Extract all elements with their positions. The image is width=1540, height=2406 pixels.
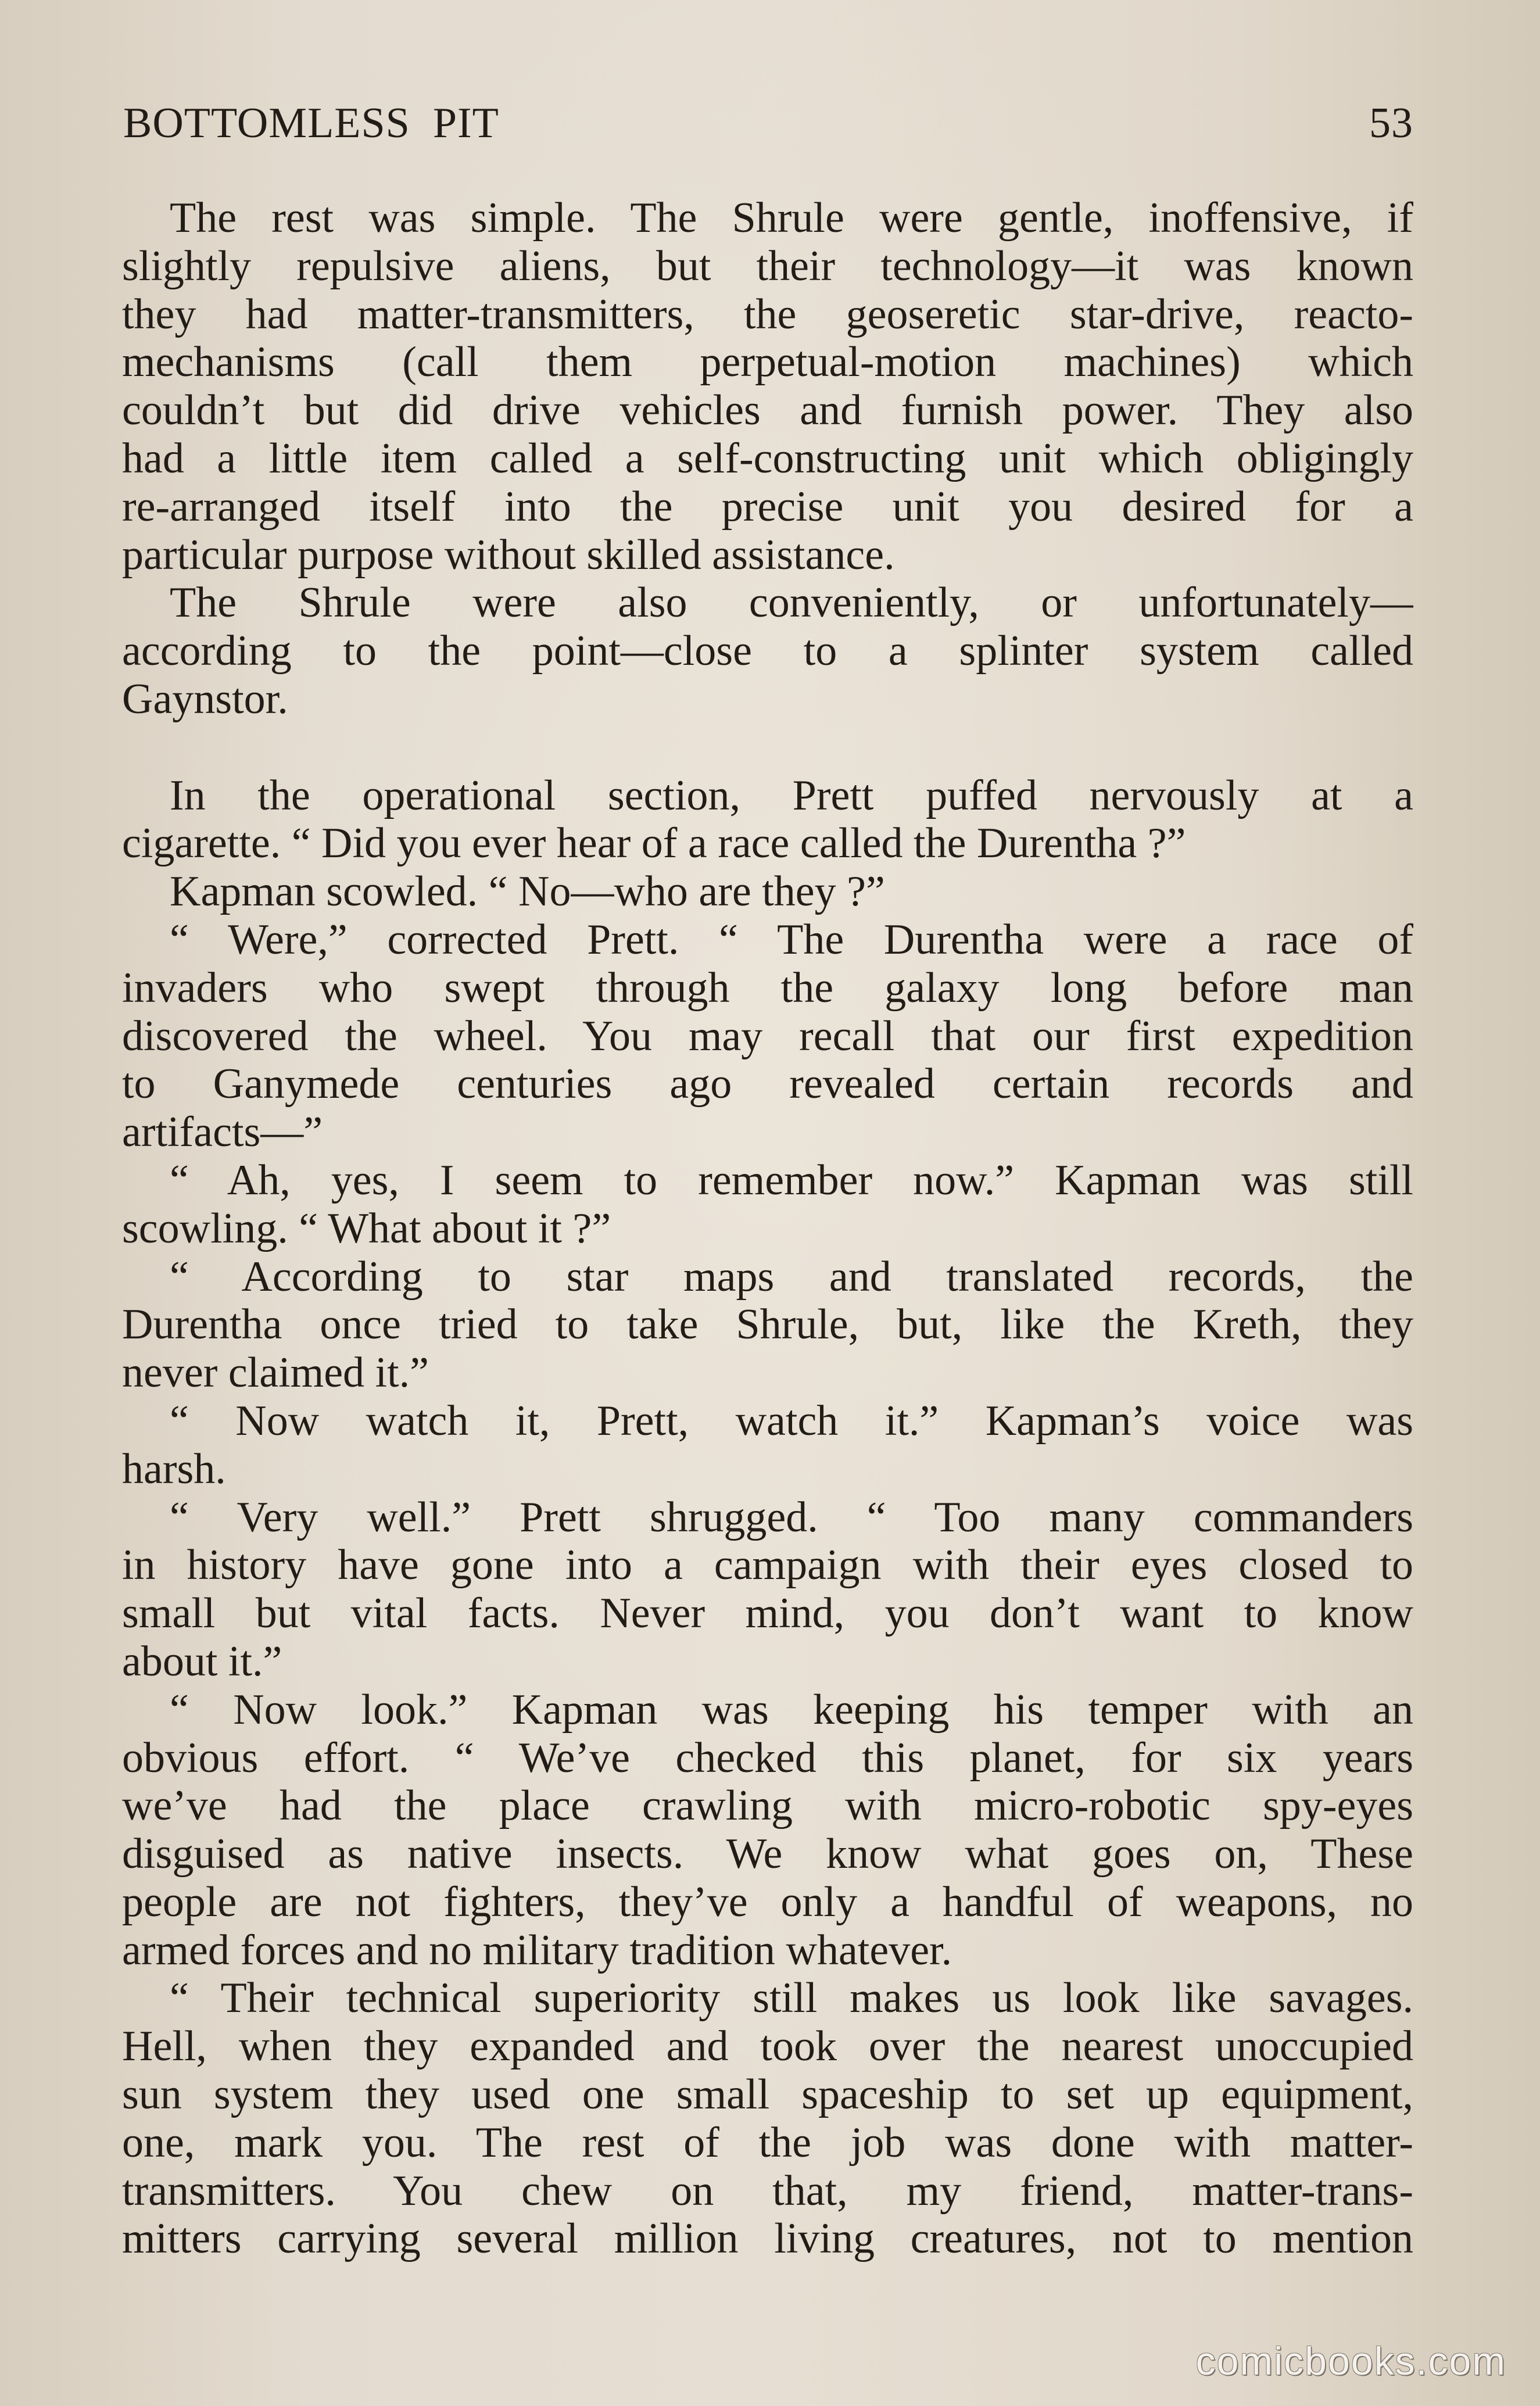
text-line: according to the point—close to a splinter system called bbox=[122, 627, 1413, 675]
text-line: armed forces and no military tradition whatever. bbox=[122, 1926, 952, 1974]
text-line: never claimed it.” bbox=[122, 1349, 429, 1397]
text-line: Kapman scowled. “ No—who are they ?” bbox=[170, 868, 885, 916]
text-line: “ Very well.” Prett shrugged. “ Too many commanders bbox=[170, 1493, 1413, 1541]
running-title: BOTTOMLESS PIT bbox=[123, 99, 499, 147]
text-line: obvious effort. “ We’ve checked this planet, for six years bbox=[122, 1734, 1413, 1782]
text-line: mechanisms (call them perpetual-motion machines) which bbox=[122, 338, 1413, 386]
text-line: slightly repulsive aliens, but their technology—it was known bbox=[122, 242, 1413, 290]
text-line: “ Their technical superiority still makes us look like savages. bbox=[170, 1974, 1413, 2022]
text-line: about it.” bbox=[122, 1637, 282, 1685]
text-line: Durentha once tried to take Shrule, but, like the Kreth, they bbox=[122, 1301, 1413, 1349]
text-line: In the operational section, Prett puffed nervously at a bbox=[170, 771, 1413, 819]
text-line: particular purpose without skilled assistance. bbox=[122, 531, 895, 579]
text-line: mitters carrying several million living creatures, not to mention bbox=[122, 2215, 1413, 2263]
text-line: invaders who swept through the galaxy long before man bbox=[122, 964, 1413, 1012]
text-line: “ Now watch it, Prett, watch it.” Kapman’s voice was bbox=[170, 1397, 1413, 1445]
text-line: had a little item called a self-constructing unit which obligingly bbox=[122, 434, 1413, 482]
text-line: we’ve had the place crawling with micro-robotic spy-eyes bbox=[122, 1782, 1413, 1830]
text-line: small but vital facts. Never mind, you don’t want to know bbox=[122, 1589, 1413, 1638]
text-line: “ According to star maps and translated records, the bbox=[170, 1252, 1413, 1301]
text-line: re-arranged itself into the precise unit you desired for a bbox=[122, 482, 1413, 531]
text-line: sun system they used one small spaceship to set up equipment, bbox=[122, 2071, 1413, 2119]
text-line: transmitters. You chew on that, my friend, matter-trans- bbox=[122, 2167, 1413, 2215]
text-line: scowling. “ What about it ?” bbox=[122, 1204, 611, 1252]
text-line: one, mark you. The rest of the job was done with matter- bbox=[122, 2118, 1413, 2167]
text-line: to Ganymede centuries ago revealed certain records and bbox=[122, 1060, 1413, 1108]
text-line: The rest was simple. The Shrule were gentle, inoffensive, if bbox=[170, 194, 1413, 242]
text-line: Hell, when they expanded and took over the nearest unoccupied bbox=[122, 2022, 1413, 2071]
text-line: “ Now look.” Kapman was keeping his temper with an bbox=[170, 1685, 1413, 1734]
text-line: people are not fighters, they’ve only a handful of weapons, no bbox=[122, 1878, 1413, 1926]
text-line: cigarette. “ Did you ever hear of a race called the Durentha ?” bbox=[122, 819, 1186, 868]
page-number: 53 bbox=[1369, 99, 1413, 147]
text-line: in history have gone into a campaign with their eyes closed to bbox=[122, 1541, 1413, 1589]
text-line: couldn’t but did drive vehicles and furnish power. They also bbox=[122, 386, 1413, 435]
text-line: discovered the wheel. You may recall that our first expedition bbox=[122, 1012, 1413, 1060]
text-line: harsh. bbox=[122, 1445, 226, 1493]
body-text bbox=[122, 194, 1413, 2263]
watermark: comicbooks.com bbox=[1195, 2339, 1506, 2383]
running-head bbox=[123, 99, 1413, 151]
text-line: artifacts—” bbox=[122, 1108, 323, 1157]
text-line: “ Ah, yes, I seem to remember now.” Kapman was still bbox=[170, 1156, 1413, 1204]
text-line: they had matter-transmitters, the geoseretic star-drive, reacto- bbox=[122, 290, 1413, 338]
text-line: “ Were,” corrected Prett. “ The Durentha were a race of bbox=[170, 915, 1413, 964]
text-line: disguised as native insects. We know what goes on, These bbox=[122, 1830, 1413, 1878]
section-break bbox=[122, 724, 1413, 772]
text-line: The Shrule were also conveniently, or unfortunately— bbox=[170, 579, 1413, 627]
text-line: Gaynstor. bbox=[122, 675, 288, 723]
